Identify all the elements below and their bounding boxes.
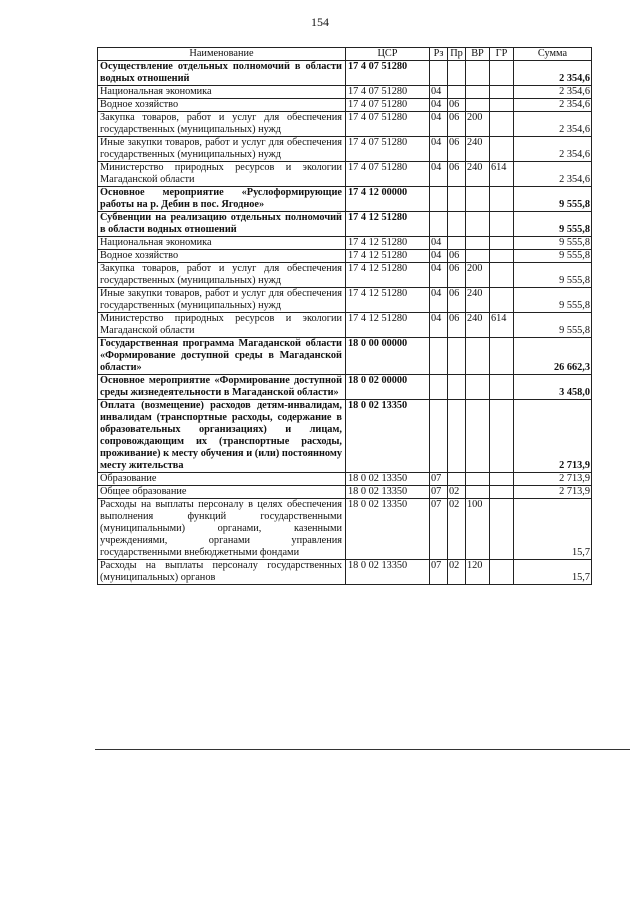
cell-csr: 18 0 02 13350: [346, 499, 430, 560]
budget-table: [97, 47, 592, 585]
table-row: [98, 338, 592, 375]
cell-pr: [448, 237, 466, 250]
cell-vr: 100: [466, 499, 490, 560]
cell-pr: 02: [448, 499, 466, 560]
cell-pr: 06: [448, 112, 466, 137]
cell-name: Образование: [98, 473, 346, 486]
cell-gr: [490, 187, 514, 212]
cell-rz: [430, 212, 448, 237]
cell-vr: [466, 86, 490, 99]
cell-gr: [490, 61, 514, 86]
cell-name: Министерство природных ресурсов и экологии Магаданской области: [98, 313, 346, 338]
cell-rz: 04: [430, 250, 448, 263]
cell-vr: [466, 400, 490, 473]
cell-sum: 9 555,8: [514, 263, 592, 288]
header-vr: ВР: [466, 48, 490, 61]
cell-pr: [448, 187, 466, 212]
cell-gr: [490, 338, 514, 375]
cell-csr: 17 4 07 51280: [346, 99, 430, 112]
cell-csr: 17 4 12 00000: [346, 187, 430, 212]
table-row: [98, 212, 592, 237]
header-gr: ГР: [490, 48, 514, 61]
cell-csr: 17 4 12 51280: [346, 313, 430, 338]
cell-vr: [466, 486, 490, 499]
cell-rz: 04: [430, 162, 448, 187]
cell-gr: [490, 99, 514, 112]
cell-gr: [490, 137, 514, 162]
cell-pr: [448, 375, 466, 400]
cell-pr: 06: [448, 99, 466, 112]
cell-pr: [448, 473, 466, 486]
cell-pr: 06: [448, 162, 466, 187]
table-header: [98, 48, 592, 61]
table-row: [98, 486, 592, 499]
table-row: [98, 560, 592, 585]
cell-vr: 240: [466, 313, 490, 338]
table-body: [98, 61, 592, 585]
cell-gr: [490, 400, 514, 473]
cell-vr: 120: [466, 560, 490, 585]
page-number: 154: [311, 15, 329, 29]
cell-rz: 07: [430, 560, 448, 585]
cell-sum: 15,7: [514, 499, 592, 560]
cell-sum: 2 354,6: [514, 86, 592, 99]
cell-csr: 18 0 02 00000: [346, 375, 430, 400]
cell-gr: [490, 250, 514, 263]
cell-rz: 07: [430, 499, 448, 560]
cell-name: Расходы на выплаты персоналу государственных (муниципальных) органов: [98, 560, 346, 585]
cell-rz: 04: [430, 237, 448, 250]
cell-rz: [430, 187, 448, 212]
cell-gr: [490, 86, 514, 99]
cell-rz: 07: [430, 473, 448, 486]
cell-pr: 06: [448, 263, 466, 288]
cell-csr: 17 4 07 51280: [346, 137, 430, 162]
cell-sum: 2 354,6: [514, 99, 592, 112]
cell-name: Основное мероприятие «Руслоформирующие работы на р. Дебин в пос. Ягодное»: [98, 187, 346, 212]
cell-name: Национальная экономика: [98, 237, 346, 250]
cell-name: Водное хозяйство: [98, 99, 346, 112]
cell-pr: 06: [448, 250, 466, 263]
cell-sum: 2 354,6: [514, 61, 592, 86]
table-row: [98, 237, 592, 250]
cell-name: Национальная экономика: [98, 86, 346, 99]
cell-name: Иные закупки товаров, работ и услуг для обеспечения государственных (муниципальных) нужд: [98, 137, 346, 162]
cell-csr: 18 0 02 13350: [346, 400, 430, 473]
cell-rz: [430, 338, 448, 375]
cell-sum: 15,7: [514, 560, 592, 585]
cell-gr: [490, 486, 514, 499]
cell-gr: 614: [490, 313, 514, 338]
cell-name: Государственная программа Магаданской области «Формирование доступной среды в Магаданской области»: [98, 338, 346, 375]
cell-pr: [448, 212, 466, 237]
cell-vr: [466, 375, 490, 400]
table-row: [98, 61, 592, 86]
table-row: [98, 288, 592, 313]
cell-name: Общее образование: [98, 486, 346, 499]
cell-sum: 9 555,8: [514, 212, 592, 237]
bottom-rule: [95, 749, 630, 750]
table-row: [98, 86, 592, 99]
cell-pr: 06: [448, 313, 466, 338]
cell-name: Оплата (возмещение) расходов детям-инвалидам, инвалидам (транспортные расходы, содержание в образовательных организациях) и лицам, сопровождающим их (транспортные расходы, проживание) к месту обучения и (или) постоянному месту жительства: [98, 400, 346, 473]
table-row: [98, 313, 592, 338]
cell-csr: 18 0 00 00000: [346, 338, 430, 375]
cell-csr: 17 4 12 51280: [346, 263, 430, 288]
cell-gr: [490, 288, 514, 313]
cell-rz: 04: [430, 263, 448, 288]
cell-rz: 04: [430, 288, 448, 313]
header-row: [98, 48, 592, 61]
cell-pr: [448, 61, 466, 86]
cell-pr: 06: [448, 288, 466, 313]
cell-vr: [466, 250, 490, 263]
cell-pr: 06: [448, 137, 466, 162]
cell-sum: 2 354,6: [514, 112, 592, 137]
cell-sum: 2 354,6: [514, 162, 592, 187]
cell-rz: 04: [430, 86, 448, 99]
cell-csr: 17 4 12 51280: [346, 250, 430, 263]
table-row: [98, 112, 592, 137]
cell-sum: 26 662,3: [514, 338, 592, 375]
header-rz: Рз: [430, 48, 448, 61]
cell-gr: [490, 112, 514, 137]
cell-sum: 9 555,8: [514, 288, 592, 313]
cell-sum: 2 713,9: [514, 400, 592, 473]
cell-rz: [430, 61, 448, 86]
table-row: [98, 400, 592, 473]
cell-csr: 18 0 02 13350: [346, 486, 430, 499]
cell-vr: [466, 212, 490, 237]
cell-rz: [430, 400, 448, 473]
budget-table-container: [97, 47, 591, 585]
cell-sum: 9 555,8: [514, 187, 592, 212]
cell-rz: 04: [430, 99, 448, 112]
cell-gr: [490, 473, 514, 486]
table-row: [98, 375, 592, 400]
cell-pr: [448, 86, 466, 99]
cell-gr: [490, 263, 514, 288]
cell-csr: 18 0 02 13350: [346, 560, 430, 585]
cell-rz: [430, 375, 448, 400]
cell-sum: 9 555,8: [514, 313, 592, 338]
cell-name: Расходы на выплаты персоналу в целях обеспечения выполнения функций государственными (муниципальными) органами, казенными учреждениями, органами управления государственными внебюджетными фондами: [98, 499, 346, 560]
cell-csr: 17 4 07 51280: [346, 86, 430, 99]
cell-csr: 17 4 12 51280: [346, 212, 430, 237]
cell-name: Закупка товаров, работ и услуг для обеспечения государственных (муниципальных) нужд: [98, 263, 346, 288]
cell-vr: 240: [466, 137, 490, 162]
cell-csr: 17 4 07 51280: [346, 61, 430, 86]
cell-csr: 17 4 12 51280: [346, 237, 430, 250]
cell-name: Закупка товаров, работ и услуг для обеспечения государственных (муниципальных) нужд: [98, 112, 346, 137]
cell-gr: [490, 499, 514, 560]
cell-csr: 18 0 02 13350: [346, 473, 430, 486]
header-pr: Пр: [448, 48, 466, 61]
cell-vr: [466, 187, 490, 212]
cell-pr: 02: [448, 486, 466, 499]
cell-name: Министерство природных ресурсов и экологии Магаданской области: [98, 162, 346, 187]
cell-rz: 04: [430, 313, 448, 338]
cell-vr: 240: [466, 162, 490, 187]
cell-vr: [466, 237, 490, 250]
cell-pr: [448, 400, 466, 473]
cell-name: Осуществление отдельных полномочий в области водных отношений: [98, 61, 346, 86]
cell-gr: [490, 212, 514, 237]
cell-vr: [466, 473, 490, 486]
cell-gr: [490, 237, 514, 250]
header-csr: ЦСР: [346, 48, 430, 61]
table-row: [98, 187, 592, 212]
cell-csr: 17 4 12 51280: [346, 288, 430, 313]
header-sum: Сумма: [514, 48, 592, 61]
cell-gr: 614: [490, 162, 514, 187]
table-row: [98, 99, 592, 112]
table-row: [98, 473, 592, 486]
table-row: [98, 499, 592, 560]
cell-csr: 17 4 07 51280: [346, 112, 430, 137]
table-row: [98, 263, 592, 288]
cell-vr: [466, 61, 490, 86]
cell-sum: 3 458,0: [514, 375, 592, 400]
cell-vr: 200: [466, 112, 490, 137]
cell-rz: 04: [430, 112, 448, 137]
cell-name: Иные закупки товаров, работ и услуг для обеспечения государственных (муниципальных) нужд: [98, 288, 346, 313]
cell-vr: [466, 338, 490, 375]
cell-vr: [466, 99, 490, 112]
cell-sum: 9 555,8: [514, 250, 592, 263]
cell-name: Водное хозяйство: [98, 250, 346, 263]
cell-gr: [490, 560, 514, 585]
table-row: [98, 137, 592, 162]
cell-name: Субвенции на реализацию отдельных полномочий в области водных отношений: [98, 212, 346, 237]
cell-pr: 02: [448, 560, 466, 585]
cell-csr: 17 4 07 51280: [346, 162, 430, 187]
table-row: [98, 250, 592, 263]
cell-rz: 07: [430, 486, 448, 499]
cell-vr: 200: [466, 263, 490, 288]
table-row: [98, 162, 592, 187]
cell-rz: 04: [430, 137, 448, 162]
cell-sum: 2 713,9: [514, 486, 592, 499]
cell-vr: 240: [466, 288, 490, 313]
header-name: Наименование: [98, 48, 346, 61]
cell-sum: 9 555,8: [514, 237, 592, 250]
cell-sum: 2 713,9: [514, 473, 592, 486]
cell-pr: [448, 338, 466, 375]
cell-name: Основное мероприятие «Формирование доступной среды жизнедеятельности в Магаданской области»: [98, 375, 346, 400]
cell-sum: 2 354,6: [514, 137, 592, 162]
cell-gr: [490, 375, 514, 400]
